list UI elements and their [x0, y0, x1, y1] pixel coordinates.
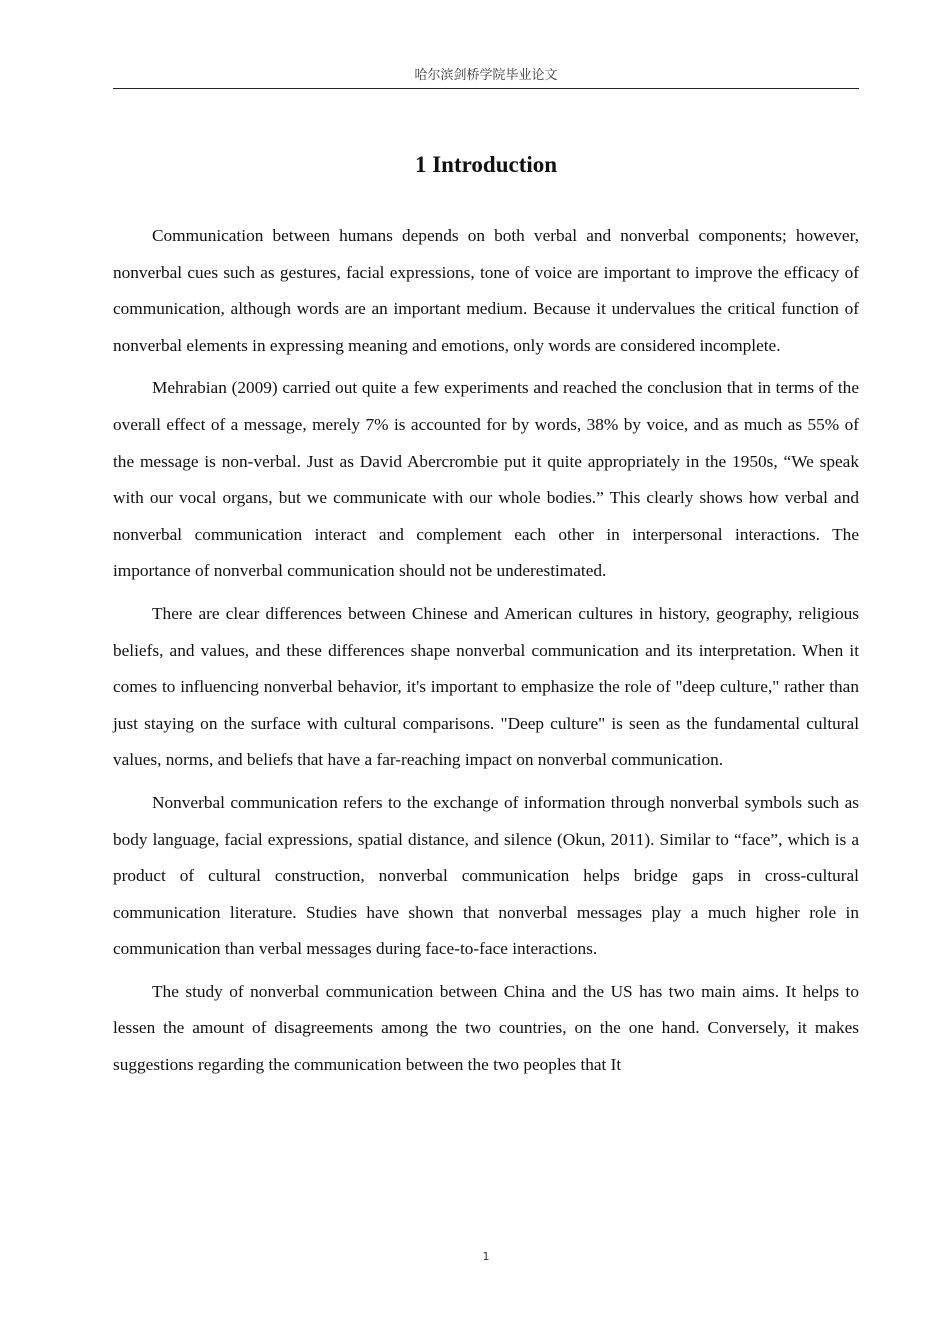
running-header: 哈尔滨剑桥学院毕业论文	[414, 68, 558, 83]
paragraph-5: The study of nonverbal communication between China and the US has two main aims. It helps to lessen the amount of disagreements among the two countries, on the one hand. Conversely, it makes suggestions regarding the communication between the two peoples that It	[113, 981, 859, 1075]
header-rule	[113, 88, 859, 89]
chapter-title: 1 Introduction	[414, 152, 558, 177]
paragraph-2: Mehrabian (2009) carried out quite a few experiments and reached the conclusion that in terms of the overall effect of a message, merely 7% is accounted for by words, 38% by voice, and as much as 55% of the message is non-verbal. Just as David Abercrombie put it quite appropriately in the 1950s, “We speak with our vocal organs, but we communicate with our whole bodies.” This clearly shows how verbal and nonverbal communication interact and complement each other in interpersonal interactions. The importance of nonverbal communication should not be underestimated.	[113, 378, 859, 581]
body-text	[113, 218, 859, 1090]
paragraph-4: Nonverbal communication refers to the exchange of information through nonverbal symbols such as body language, facial expressions, spatial distance, and silence (Okun, 2011). Similar to “face”, which is a product of cultural construction, nonverbal communication helps bridge gaps in cross-cultural communication literature. Studies have shown that nonverbal messages play a much higher role in communication than verbal messages during face-to-face interactions.	[113, 792, 859, 959]
paragraph-1: Communication between humans depends on both verbal and nonverbal components; however, nonverbal cues such as gestures, facial expressions, tone of voice are important to improve the efficacy of communication, although words are an important medium. Because it undervalues the critical function of nonverbal elements in expressing meaning and emotions, only words are considered incomplete.	[113, 226, 859, 355]
paragraph-3: There are clear differences between Chinese and American cultures in history, geography, religious beliefs, and values, and these differences shape nonverbal communication and its interpretation. When it comes to influencing nonverbal behavior, it's important to emphasize the role of "deep culture," rather than just staying on the surface with cultural comparisons. "Deep culture" is seen as the fundamental cultural values, norms, and beliefs that have a far-reaching impact on nonverbal communication.	[113, 603, 859, 770]
page-number: 1	[482, 1250, 490, 1263]
